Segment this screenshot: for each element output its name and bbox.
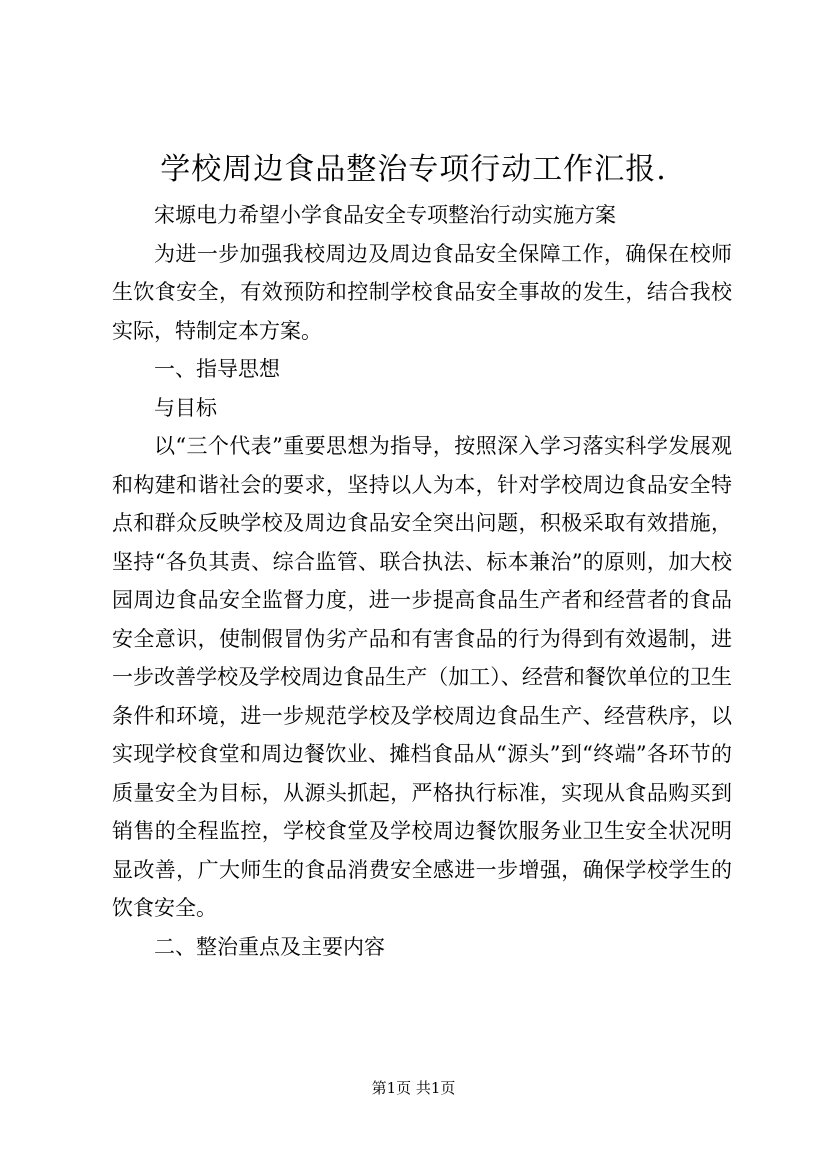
document-title: 学校周边食品整治专项行动工作汇报. — [160, 152, 667, 187]
page-footer: 第1页 共1页 — [371, 1079, 456, 1097]
section-heading-goal: 与目标 — [154, 395, 217, 420]
section-heading-guiding-thought: 一、指导思想 — [154, 357, 280, 381]
intro-paragraph: 为进一步加强我校周边及周边食品安全保障工作，确保在校师生饮食安全，有效预防和控制学校食品安全事故的发生，结合我校实际，特制定本方案。 — [112, 241, 732, 343]
subtitle-paragraph: 宋塬电力希望小学食品安全专项整治行动实施方案 — [154, 203, 616, 227]
guiding-thought-paragraph: 以“三个代表”重要思想为指导，按照深入学习落实科学发展观和构建和谐社会的要求，坚持以人为本，针对学校周边食品安全特点和群众反映学校及周边食品安全突出问题，积极采取有效措施，坚持“各负其责、综合监管、联合执法、标本兼治”的原则，加大校园周边食品安全监督力度，进一步提高食品生产者和经营者的食品安全意识，使制假冒伪劣产品和有害食品的行为得到有效遏制，进一步改善学校及学校周边食品生产（加工）、经营和餐饮单位的卫生条件和环境，进一步规范学校及学校周边食品生产、经营秩序，以实现学校食堂和周边餐饮业、摊档食品从“源头”到“终端”各环节的质量安全为目标，从源头抓起，严格执行标准，实现从食品购买到销售的全程监控，学校食堂及学校周边餐饮服务业卫生安全状况明显改善，广大师生的食品消费安全感进一步增强，确保学校学生的饮食安全。 — [112, 434, 732, 920]
document-body — [112, 196, 732, 966]
section-heading-key-content: 二、整治重点及主要内容 — [154, 934, 385, 959]
